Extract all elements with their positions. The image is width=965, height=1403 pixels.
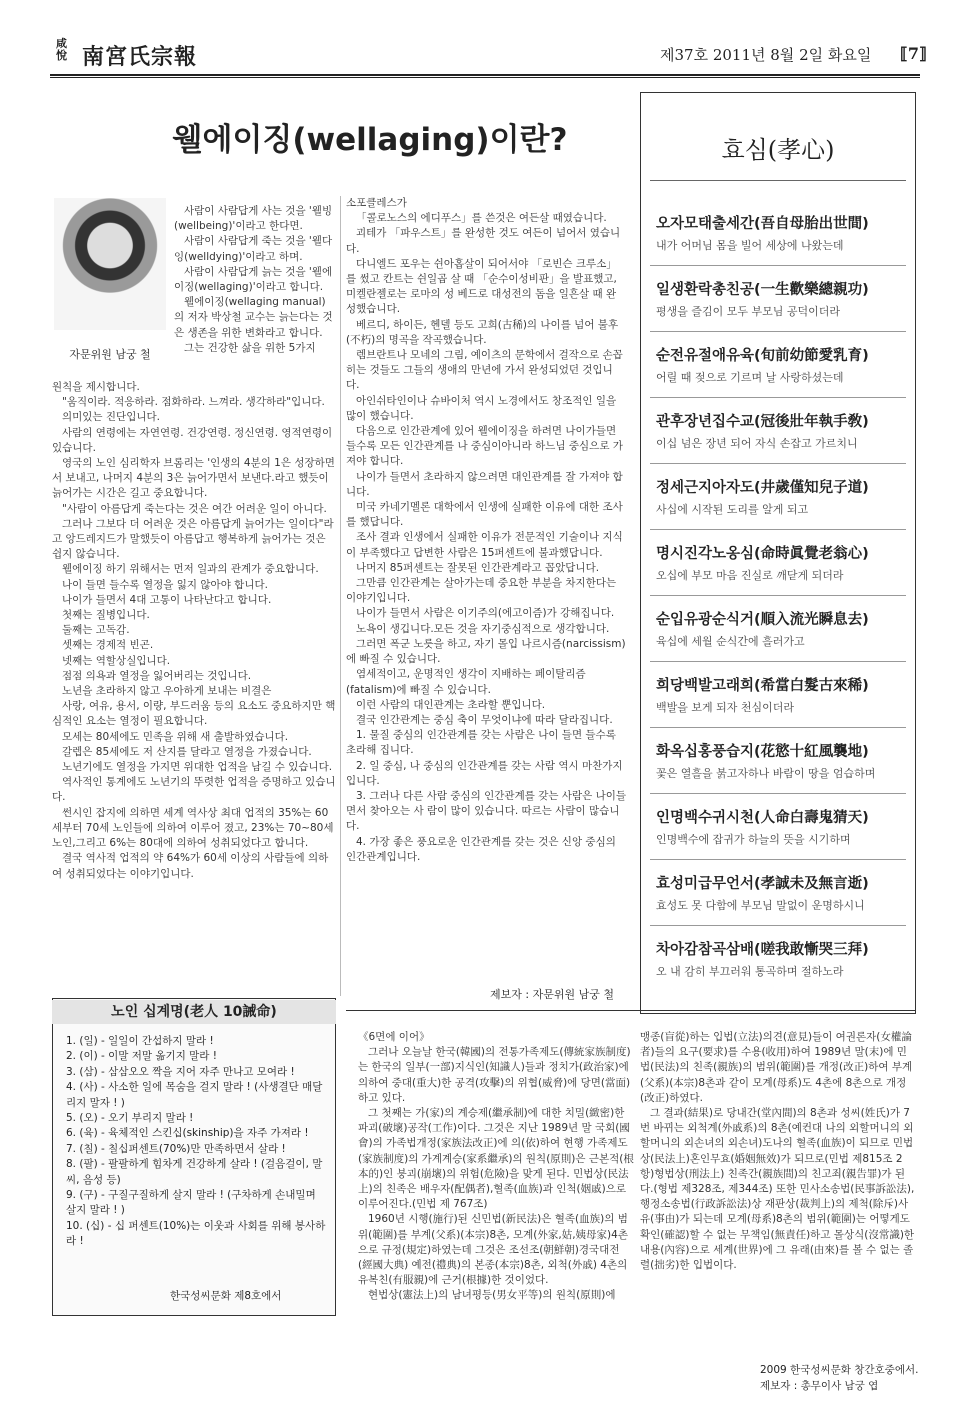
paragraph: 조사 결과 인생에서 실패한 이유가 전문적인 기술이나 지식이 부족했다고 답변한 사람은 15퍼센트에 불과했답니다. xyxy=(346,531,623,559)
masthead-rule xyxy=(50,74,920,76)
paragraph: 모세는 80세에도 민족을 위해 새 출발하였습니다. xyxy=(62,730,289,743)
hyosim-separator xyxy=(650,331,906,332)
hyosim-item xyxy=(656,938,906,979)
hyosim-translation: 어릴 때 젖으로 기르며 날 사랑하셨는데 xyxy=(656,371,844,384)
list-item: 4. (사) - 사소한 일에 목숨을 걸지 말라 ! (사생결단 매달리지 말자 ! ) xyxy=(66,1081,323,1109)
hyosim-translation: 꽃은 열흘을 붉고자하나 바람이 땅을 엄습하며 xyxy=(656,767,876,780)
paragraph: 사람이 사람답게 사는 것을 '웰빙(wellbeing)'이라고 한다면. xyxy=(174,205,333,233)
paragraph: 미국 카네기멜론 대학에서 인생에 실패한 이유에 대한 조사를 했답니다. xyxy=(346,501,623,529)
hyosim-item xyxy=(656,608,906,649)
paragraph: 결국 역사적 업적의 약 64%가 60세 이상의 사람들에 의하여 성취되었다는 이야기입니다. xyxy=(52,852,329,880)
paragraph: 괴테가 「파우스트」를 완성한 것도 여든이 넘어서 였습니다. xyxy=(346,227,621,255)
hyosim-item xyxy=(656,410,906,451)
paragraph: 염세적이고, 운명적인 생각이 지배하는 페이탈리즘(fatalism)에 빠질 수 있습니다. xyxy=(346,668,586,696)
hyosim-translation: 평생을 즐김이 모두 부모님 공덕이더라 xyxy=(656,305,841,318)
paragraph: 갈렙은 85세에도 저 산지를 달라고 열정을 가졌습니다. xyxy=(62,745,312,758)
paragraph: 현법상(憲法上)의 남녀평등(男女平等)의 원칙(原則)에 xyxy=(368,1289,616,1302)
paragraph: 사람이 사람답게 늙는 것을 '웰에이징(wellaging)'이라고 합니다. xyxy=(174,265,333,294)
article-column-left xyxy=(52,380,336,882)
list-item: 1. (일) - 일일이 간섭하지 말라 ! xyxy=(66,1035,214,1047)
paragraph: 노년기에도 열정을 가지면 위대한 업적을 남길 수 있습니다. xyxy=(62,761,333,774)
author-photo xyxy=(54,198,166,330)
hyosim-translation: 오 내 감히 부끄러워 통곡하며 절하노라 xyxy=(656,965,844,978)
lower-article-source: 2009 한국성씨문화 창간호중에서. xyxy=(760,1364,919,1376)
hyosim-verse: 순입유광순식거(順入流光瞬息去) xyxy=(656,612,869,628)
page-number: ⟦7⟧ xyxy=(900,44,927,63)
hyosim-item xyxy=(656,476,906,517)
paragraph: 그러나 오늘날 한국(韓國)의 전통가족제도(傳統家族制度)는 한국의 일부(一部)지식인(知識人)들과 정치가(政治家)에 의하여 중대(重大)한 공격(攻擊)의 위협(威脅)에 당면(當面)하고 있다. xyxy=(358,1046,631,1104)
paragraph: 나머지 85퍼센트는 잘못된 인간관계라고 꼽았답니다. xyxy=(356,561,600,574)
hyosim-item xyxy=(656,278,906,319)
paragraph: 그는 건강한 삶을 위한 5가지 xyxy=(184,341,316,354)
column-divider xyxy=(340,196,341,996)
ten-commandments-title: 노인 십계명(老人 10誡命) xyxy=(52,1000,336,1024)
article-column-right xyxy=(346,196,626,865)
hyosim-verse: 명시진각노옹심(命時眞覺老翁心) xyxy=(656,546,869,562)
hyosim-item xyxy=(656,740,906,781)
hyosim-translation: 사십에 시작된 도리를 알게 되고 xyxy=(656,503,809,516)
paragraph: 사랑, 여유, 용서, 이량, 부드러움 등의 요소도 중요하지만 핵심적인 요소는 열정이 필요합니다. xyxy=(52,700,336,728)
list-item: 5. (오) - 오기 부리지 말라 ! xyxy=(66,1112,194,1125)
article-byline: 제보자 : 자문위원 남궁 철 xyxy=(490,988,614,1001)
hyosim-verse: 인명백수귀시천(人命白壽鬼猜天) xyxy=(656,810,869,826)
paragraph: 의미있는 진단입니다. xyxy=(62,411,160,424)
hyosim-translation: 육십에 세월 순식간에 흘러가고 xyxy=(656,635,805,648)
hyosim-translation: 오십에 부모 마음 진실로 깨닫게 되더라 xyxy=(656,569,844,582)
paragraph: 이런 사람의 대인관계는 초라할 뿐입니다. xyxy=(356,698,546,711)
paragraph: 그만큼 인간관계는 살아가는데 중요한 부분을 차지한다는 이야기입니다. xyxy=(346,577,617,605)
paragraph: 1. 물질 중심의 인간관계를 갖는 사람은 나이 들면 들수록 초라해 집니다. xyxy=(346,729,616,757)
hyosim-separator xyxy=(650,463,906,464)
list-item: 8. (팔) - 팔팔하게 힘차게 건강하게 살라 ! (걸음걸이, 말씨, 음성 등) xyxy=(66,1158,323,1186)
hyosim-separator xyxy=(650,925,906,926)
hyosim-translation: 백발을 보게 되자 천심이더라 xyxy=(656,701,795,714)
hyosim-item xyxy=(656,542,906,583)
paragraph: 맹종(盲從)하는 입법(立法)의견(意見)들이 여권론자(女權論者)들의 요구(要求)를 수용(收用)하여 1989년 말(末)에 민법(民法)의 친족(親族)의 범위(範圍)를 개정(改正)하여 부계(父系)(本宗)8촌과 같이 모계(母系)도 4촌에 8촌으로 개정(改正)하였다. xyxy=(640,1031,913,1104)
paragraph: 썬시인 잡지에 의하면 세계 역사상 최대 업적의 35%는 60세부터 70세 노인들에 의하여 이루어 졌고, 23%는 70~80세 노인,그리고 6%는 80대에 의하여 성취되었다고 합니다. xyxy=(52,806,334,850)
hyosim-verse: 오자모태출세간(吾自母胎出世間) xyxy=(656,216,869,232)
paragraph: 4. 가장 좋은 풍요로운 인간관계를 갖는 것은 신앙 중심의 인간관계입니다. xyxy=(346,835,616,863)
hyosim-separator xyxy=(650,793,906,794)
paragraph: 그 첫째는 가(家)의 계승제(繼承制)에 대한 치밀(緻密)한 파괴(破壞)공작(工作)이다. 그것은 지난 1989년 말 국회(國會)의 가족법개정(家族法改正)에 의(依)하여 현행 가족제도(家族制度)의 가계계승(家系繼承)의 원칙(原則)은 근본적(根本的)인 붕괴(崩壞)의 위험(危險)을 맞게 된다. 민법상(民法上)의 친족은 배우자(配偶者),혈족(血族)과 인척(姻戚)으로 이루어진다.(민법 제 767조) xyxy=(358,1107,634,1211)
paragraph: 노욕이 생깁니다.모든 것을 자기중심적으로 생각합니다. xyxy=(356,622,610,635)
lower-article-byline: 제보자 : 총무이사 남궁 엽 xyxy=(760,1380,879,1392)
list-item: 9. (구) - 구질구질하게 살지 말라 ! (구차하게 손내밀며 살지 말라 ! ) xyxy=(66,1189,316,1217)
paragraph: 웰에이징 하기 위해서는 먼저 일과의 관계가 중요합니다. xyxy=(62,563,319,576)
hyosim-item xyxy=(656,806,906,847)
article-intro xyxy=(174,204,334,356)
list-item: 6. (육) - 육체적인 스킨십(skinship)을 자주 가져라 ! xyxy=(66,1127,309,1140)
paragraph: 결국 인간관계는 중심 축이 무엇이냐에 따라 달라집니다. xyxy=(356,713,613,726)
photo-caption: 자문위원 남궁 철 xyxy=(69,348,151,361)
paragraph: 1960년 시행(施行)된 신민법(新民法)은 혈족(血族)의 범위(範圍)를 부계(父系)(本宗)8촌, 모계(外家,姑,姨母家)4촌으로 규정(規定)하였는데 그것은 조선조(朝鮮朝)경국대전(經國大典) 예전(禮典)의 본종(本宗)8촌, 외척(外戚) 4촌의 유복친(有服親)에 근거(根據)한 것이었다. xyxy=(358,1213,628,1287)
paragraph: 그러나 그보다 더 어려운 것은 아름답게 늙어가는 일이다"라고 앙드레지드가 말했듯이 아름답고 행복하게 늙어가는 것은 쉽지 않습니다. xyxy=(52,517,334,561)
hyosim-translation: 인명백수에 잡귀가 하늘의 뜻을 시기하며 xyxy=(656,833,851,846)
lower-article-column-right xyxy=(640,1030,916,1273)
lower-article-column-left xyxy=(358,1030,634,1304)
paragraph: 「콜로노스의 에디푸스」를 쓴것은 여든살 때였습니다. xyxy=(356,212,607,225)
paragraph: 노년을 초라하지 않고 우아하게 보내는 비결은 xyxy=(62,685,272,698)
list-item: 7. (칠) - 칠십퍼센트(70%)만 만족하면서 살라 ! xyxy=(66,1142,286,1155)
hyosim-verse: 일생환락총친공(一生歡樂總親功) xyxy=(656,282,869,298)
hyosim-separator xyxy=(650,265,906,266)
hyosim-item xyxy=(656,674,906,715)
hyosim-separator xyxy=(650,859,906,860)
hyosim-verse: 순전유절애유육(旬前幼節愛乳育) xyxy=(656,348,869,364)
paragraph: 넷째는 역할상실입니다. xyxy=(62,654,171,667)
ten-commandments-list xyxy=(66,1034,326,1250)
paragraph: "움직이라. 적응하라. 점화하라. 느껴라. 생각하라"입니다. xyxy=(62,396,325,409)
article-title: 웰에이징(wellaging)이란? xyxy=(172,122,568,158)
paragraph: 영국의 노인 심리학자 브롬리는 '인생의 4분의 1은 성장하면서 보내고, 나머지 4분의 3은 늙어가면서 보낸다.라고 했듯이 늙어가는 시간은 길고 중요합니다. xyxy=(52,457,335,500)
hyosim-verse: 차아감참곡삼배(嗟我敢慚哭三拜) xyxy=(656,942,869,958)
paragraph: 나이가 들면서 초라하지 않으려면 대인관계를 잘 가져야 합니다. xyxy=(346,470,623,498)
hyosim-verse: 정세근지아자도(井歲僅知兒子道) xyxy=(656,480,869,496)
paragraph: 웰에이징(wellaging manual)의 저자 박상철 교수는 늙는다는 것은 생존을 위한 변화라고 합니다. xyxy=(174,296,333,339)
paragraph: 원칙을 제시합니다. xyxy=(52,381,140,393)
hyosim-verse: 관후장년집수교(冠後壯年執手敎) xyxy=(656,414,869,430)
paragraph: 사람의 연령에는 자연연령. 건강연령. 정신연령. 영적연령이 있습니다. xyxy=(52,426,333,454)
paragraph: 다음으로 인간관계에 있어 웰에이징을 하려면 나이가들면 들수록 모든 인간관계를 나 중심이아니라 하느님 중심으로 가져야 합니다. xyxy=(346,425,623,468)
paragraph: 그러면 폭군 노릇을 하고, 자기 몰입 나르시즘(narcissism)에 빠질 수 있습니다. xyxy=(346,637,626,666)
paragraph: 역사적인 통계에도 노년기의 뚜렷한 업적을 증명하고 있습니다. xyxy=(52,776,336,804)
hyosim-item xyxy=(656,212,906,253)
hyosim-verse: 희당백발고래희(希當白髮古來稀) xyxy=(656,678,869,694)
masthead-rule-thin xyxy=(50,77,920,78)
paragraph: 베르디, 하이든, 헨델 등도 고희(古稀)의 나이를 넘어 불후(不朽)의 명곡을 작곡했습니다. xyxy=(346,318,619,346)
issue-date: 제37호 2011년 8월 2일 화요일 xyxy=(660,46,872,64)
paragraph: 나이 들면 들수록 열정을 잃지 않아야 합니다. xyxy=(62,578,268,591)
hyosim-title: 효심(孝心) xyxy=(721,136,835,164)
paragraph: 점점 의욕과 열정을 잃어버리는 것입니다. xyxy=(62,669,252,682)
hyosim-separator xyxy=(650,397,906,398)
paragraph: 《6면에 이어》 xyxy=(358,1031,430,1043)
paragraph: 소포클레스가 xyxy=(346,197,407,209)
paragraph: 셋째는 경제적 빈곤. xyxy=(62,639,154,652)
paragraph: 3. 그러나 다른 사람 중심의 인간관계를 갖는 사람은 나이들면서 찾아오는 사 람이 많이 있습니다. 따르는 사람이 많습니다. xyxy=(346,789,627,833)
paragraph: 첫째는 질병입니다. xyxy=(62,609,150,622)
hyosim-separator xyxy=(650,727,906,728)
hyosim-separator xyxy=(650,595,906,596)
paragraph: 렘브란트나 모네의 그림, 예이츠의 문학에서 걸작으로 손꼽히는 것들도 그들의 생애의 만년에 가서 완성되었던 것입니다. xyxy=(346,349,623,392)
hyosim-translation: 이십 넘은 장년 되어 자식 손잡고 가르치니 xyxy=(656,437,858,450)
masthead-hanja: 咸悅 xyxy=(56,37,67,62)
hyosim-verse: 효성미급무언서(孝誠未及無言逝) xyxy=(656,876,869,892)
paragraph: 다니엘드 포우는 쉰아홉살이 되어서야 「로빈슨 크루소」를 썼고 칸트는 쉰일곱 살 때 「순수이성비판」을 발표했고, 미켈란젤로는 로마의 성 베드로 대성전의 돔을 일흔살 때 완성했습니다. xyxy=(346,257,617,316)
hyosim-title-rule xyxy=(650,180,906,181)
paragraph: 그 결과(結果)로 당내간(堂內間)의 8촌과 성씨(姓氏)가 7번 바뀌는 외척계(外戚系)의 8촌(예컨대 나의 외할머니의 외할머니의 외손녀의 외손녀)도나의 혈족(血族)이 되므로 민법상(民法上)혼인무효(婚姻無效)가 되므로(민법 제815조 2항)형법상(刑法上) 친족간(親族間)의 친고죄(親告罪)가 된다.(형법 제328조, 제344조) 또한 민사소송법(民事訴訟法), 행정소송법(行政訴訟法)상 재판상(裁判上)의 제척(除斥)사유(事由)가 되는데 모계(母系)8촌의 범위(範圍)는 어떻게도 확인(確認)할 수 없는 무책임(無責任)하고 몰상식(沒常識)한 내용(內容)으로 세계(世界)에 그 유래(由來)를 볼 수 없는 졸렬(拙劣)한 입법이다. xyxy=(640,1107,915,1272)
hyosim-item xyxy=(656,344,906,385)
hyosim-translation: 효성도 못 다함에 부모님 말없이 운명하시니 xyxy=(656,899,865,912)
ten-commandments-source: 한국성씨문화 제8호에서 xyxy=(170,1290,282,1302)
list-item: 3. (삼) - 삼삼오오 짝을 지어 자주 만나고 모여라 ! xyxy=(66,1065,295,1078)
hyosim-separator xyxy=(650,529,906,530)
paragraph: 나이가 들면서 사람은 이기주의(에고이즘)가 강해집니다. xyxy=(356,607,615,620)
newspaper-title: 南宮氏宗報 xyxy=(82,44,198,70)
paragraph: 둘째는 고독감. xyxy=(62,624,130,637)
hyosim-verse: 화옥십홍풍습지(花慾十紅風襲地) xyxy=(656,744,869,760)
hyosim-separator xyxy=(650,661,906,662)
list-item: 2. (이) - 이말 저말 옮기지 말라 ! xyxy=(66,1050,218,1063)
paragraph: "사람이 아름답게 죽는다는 것은 여간 어려운 일이 아니다. xyxy=(62,502,327,515)
paragraph: 아인쉬타인이나 슈바이처 역시 노경에서도 창조적인 일을 많이 했습니다. xyxy=(346,394,617,422)
hyosim-translation: 내가 어머님 몸을 빌어 세상에 나왔는데 xyxy=(656,239,844,252)
section-rule xyxy=(346,1010,916,1011)
paragraph: 2. 일 중심, 나 중심의 인간관계를 갖는 사람 역시 마찬가지입니다. xyxy=(346,759,623,787)
paragraph: 사람이 사람답게 죽는 것을 '웰다잉(welldying)'이라고 하며. xyxy=(174,235,333,263)
list-item: 10. (십) - 십 퍼센트(10%)는 이웃과 사회를 위해 봉사하라 ! xyxy=(66,1219,326,1248)
paragraph: 나이가 들면서 4대 고통이 나타난다고 합니다. xyxy=(62,593,272,606)
hyosim-item xyxy=(656,872,906,913)
